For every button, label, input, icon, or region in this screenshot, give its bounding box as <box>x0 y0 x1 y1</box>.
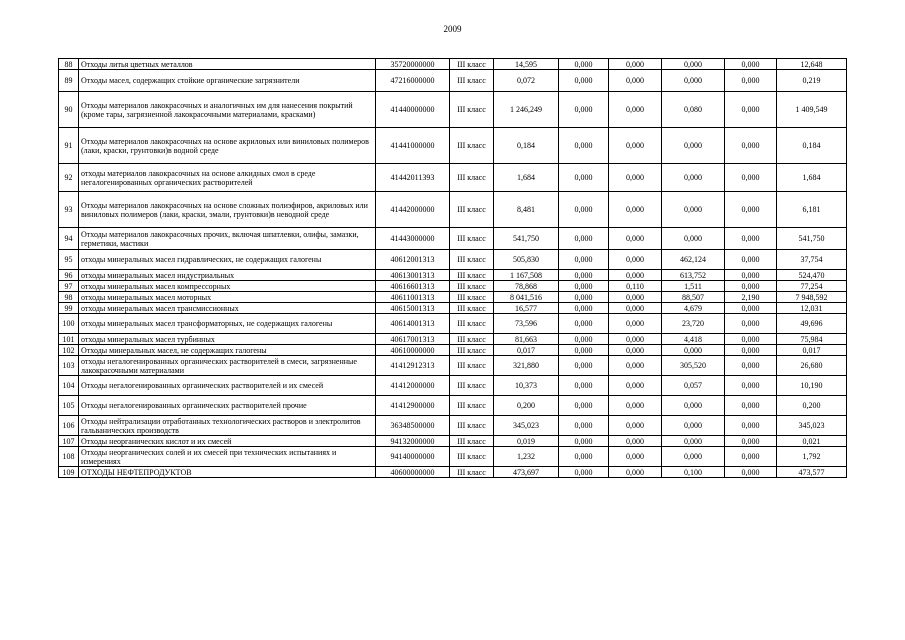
value-cell: 1,511 <box>662 281 725 292</box>
waste-code-cell: 40613001313 <box>376 270 450 281</box>
value-cell: 0,000 <box>559 192 609 228</box>
waste-name-cell: Отходы негалогенированных органических растворителей прочие <box>79 396 376 416</box>
value-cell: 8,481 <box>494 192 559 228</box>
table-row <box>59 92 847 128</box>
value-cell: 0,000 <box>609 376 662 396</box>
value-cell: 26,680 <box>777 356 847 376</box>
waste-code-cell: 40612001313 <box>376 250 450 270</box>
hazard-class-cell: III класс <box>450 334 494 345</box>
row-number-cell: 109 <box>59 467 79 478</box>
value-cell: 0,000 <box>559 70 609 92</box>
value-cell: 0,000 <box>609 447 662 467</box>
table-row <box>59 467 847 478</box>
value-cell: 1,684 <box>494 164 559 192</box>
value-cell: 0,000 <box>662 416 725 436</box>
value-cell: 0,000 <box>725 70 777 92</box>
value-cell: 0,000 <box>609 467 662 478</box>
value-cell: 0,072 <box>494 70 559 92</box>
value-cell: 0,000 <box>559 128 609 164</box>
value-cell: 0,000 <box>725 270 777 281</box>
row-number-cell: 104 <box>59 376 79 396</box>
value-cell: 0,000 <box>662 345 725 356</box>
value-cell: 2,190 <box>725 292 777 303</box>
table-row <box>59 164 847 192</box>
value-cell: 0,000 <box>609 396 662 416</box>
value-cell: 12,031 <box>777 303 847 314</box>
value-cell: 0,000 <box>725 396 777 416</box>
table-row <box>59 303 847 314</box>
value-cell: 0,000 <box>609 128 662 164</box>
value-cell: 0,000 <box>609 292 662 303</box>
value-cell: 0,000 <box>559 303 609 314</box>
value-cell: 4,679 <box>662 303 725 314</box>
hazard-class-cell: III класс <box>450 70 494 92</box>
value-cell: 0,000 <box>609 345 662 356</box>
value-cell: 0,000 <box>559 416 609 436</box>
value-cell: 0,000 <box>725 334 777 345</box>
waste-name-cell: отходы минеральных масел индустриальных <box>79 270 376 281</box>
waste-code-cell: 47216000000 <box>376 70 450 92</box>
value-cell: 0,000 <box>725 128 777 164</box>
waste-name-cell: отходы минеральных масел турбинных <box>79 334 376 345</box>
waste-name-cell: отходы минеральных масел трансформаторных, не содержащих галогены <box>79 314 376 334</box>
value-cell: 345,023 <box>494 416 559 436</box>
waste-name-cell: Отходы материалов лакокрасочных и аналогичных им для нанесения покрытий (кроме тары, загрязненной лакокрасочными материалами, красками) <box>79 92 376 128</box>
value-cell: 0,017 <box>494 345 559 356</box>
row-number-cell: 106 <box>59 416 79 436</box>
value-cell: 0,000 <box>662 396 725 416</box>
hazard-class-cell: III класс <box>450 164 494 192</box>
row-number-cell: 98 <box>59 292 79 303</box>
value-cell: 49,696 <box>777 314 847 334</box>
waste-code-cell: 94140000000 <box>376 447 450 467</box>
row-number-cell: 105 <box>59 396 79 416</box>
table-row <box>59 250 847 270</box>
value-cell: 0,200 <box>494 396 559 416</box>
value-cell: 0,000 <box>662 192 725 228</box>
table-row <box>59 356 847 376</box>
value-cell: 0,000 <box>609 164 662 192</box>
table-row <box>59 345 847 356</box>
value-cell: 0,000 <box>725 376 777 396</box>
row-number-cell: 103 <box>59 356 79 376</box>
waste-name-cell: Отходы минеральных масел, не содержащих галогены <box>79 345 376 356</box>
value-cell: 0,000 <box>725 467 777 478</box>
value-cell: 23,720 <box>662 314 725 334</box>
waste-table <box>58 58 847 478</box>
table-row <box>59 281 847 292</box>
waste-name-cell: отходы минеральных масел гидравлических, не содержащих галогены <box>79 250 376 270</box>
waste-name-cell: Отходы литья цветных металлов <box>79 59 376 70</box>
value-cell: 0,000 <box>609 250 662 270</box>
value-cell: 0,017 <box>777 345 847 356</box>
waste-code-cell: 40617001313 <box>376 334 450 345</box>
waste-code-cell: 41442000000 <box>376 192 450 228</box>
value-cell: 1,792 <box>777 447 847 467</box>
waste-name-cell: Отходы масел, содержащих стойкие органические загрязнители <box>79 70 376 92</box>
hazard-class-cell: III класс <box>450 292 494 303</box>
row-number-cell: 88 <box>59 59 79 70</box>
value-cell: 613,752 <box>662 270 725 281</box>
value-cell: 0,000 <box>725 436 777 447</box>
value-cell: 0,000 <box>662 59 725 70</box>
table-row <box>59 436 847 447</box>
table-row <box>59 292 847 303</box>
row-number-cell: 97 <box>59 281 79 292</box>
value-cell: 75,984 <box>777 334 847 345</box>
value-cell: 0,000 <box>662 447 725 467</box>
value-cell: 0,000 <box>559 270 609 281</box>
value-cell: 0,000 <box>559 164 609 192</box>
value-cell: 0,000 <box>609 70 662 92</box>
value-cell: 0,000 <box>609 303 662 314</box>
page-number: 2009 <box>443 24 462 34</box>
hazard-class-cell: III класс <box>450 314 494 334</box>
value-cell: 0,000 <box>609 314 662 334</box>
value-cell: 305,520 <box>662 356 725 376</box>
row-number-cell: 99 <box>59 303 79 314</box>
table-row <box>59 270 847 281</box>
row-number-cell: 100 <box>59 314 79 334</box>
row-number-cell: 95 <box>59 250 79 270</box>
value-cell: 0,000 <box>725 192 777 228</box>
waste-name-cell: отходы минеральных масел компрессорных <box>79 281 376 292</box>
table-row <box>59 314 847 334</box>
value-cell: 10,373 <box>494 376 559 396</box>
hazard-class-cell: III класс <box>450 396 494 416</box>
value-cell: 8 041,516 <box>494 292 559 303</box>
value-cell: 0,000 <box>725 303 777 314</box>
value-cell: 0,000 <box>725 164 777 192</box>
waste-name-cell: Отходы материалов лакокрасочных на основе акриловых или виниловых полимеров (лаки, краски, грунтовки)в водной среде <box>79 128 376 164</box>
table-row <box>59 396 847 416</box>
value-cell: 0,000 <box>559 92 609 128</box>
value-cell: 7 948,592 <box>777 292 847 303</box>
waste-name-cell: отходы минеральных масел моторных <box>79 292 376 303</box>
waste-code-cell: 40615001313 <box>376 303 450 314</box>
value-cell: 78,868 <box>494 281 559 292</box>
hazard-class-cell: III класс <box>450 345 494 356</box>
row-number-cell: 90 <box>59 92 79 128</box>
value-cell: 0,000 <box>609 228 662 250</box>
value-cell: 541,750 <box>777 228 847 250</box>
value-cell: 0,000 <box>559 292 609 303</box>
waste-code-cell: 40616601313 <box>376 281 450 292</box>
row-number-cell: 107 <box>59 436 79 447</box>
value-cell: 0,219 <box>777 70 847 92</box>
value-cell: 88,507 <box>662 292 725 303</box>
value-cell: 0,100 <box>662 467 725 478</box>
waste-code-cell: 36348500000 <box>376 416 450 436</box>
value-cell: 505,830 <box>494 250 559 270</box>
row-number-cell: 92 <box>59 164 79 192</box>
value-cell: 0,019 <box>494 436 559 447</box>
hazard-class-cell: III класс <box>450 128 494 164</box>
value-cell: 0,000 <box>662 228 725 250</box>
value-cell: 10,190 <box>777 376 847 396</box>
value-cell: 0,000 <box>725 281 777 292</box>
value-cell: 0,000 <box>609 416 662 436</box>
value-cell: 0,000 <box>725 356 777 376</box>
hazard-class-cell: III класс <box>450 356 494 376</box>
waste-code-cell: 41412000000 <box>376 376 450 396</box>
row-number-cell: 96 <box>59 270 79 281</box>
value-cell: 524,470 <box>777 270 847 281</box>
value-cell: 12,648 <box>777 59 847 70</box>
value-cell: 0,000 <box>559 59 609 70</box>
hazard-class-cell: III класс <box>450 436 494 447</box>
waste-code-cell: 94132000000 <box>376 436 450 447</box>
waste-name-cell: ОТХОДЫ НЕФТЕПРОДУКТОВ <box>79 467 376 478</box>
value-cell: 0,000 <box>559 281 609 292</box>
row-number-cell: 108 <box>59 447 79 467</box>
row-number-cell: 102 <box>59 345 79 356</box>
waste-code-cell: 41441000000 <box>376 128 450 164</box>
waste-name-cell: Отходы материалов лакокрасочных прочих, включая шпатлевки, олифы, замазки, герметики, мастики <box>79 228 376 250</box>
table-row <box>59 70 847 92</box>
hazard-class-cell: III класс <box>450 228 494 250</box>
value-cell: 0,000 <box>559 356 609 376</box>
table-row <box>59 376 847 396</box>
waste-name-cell: Отходы неорганических солей и их смесей при технических испытаниях и измерениях <box>79 447 376 467</box>
hazard-class-cell: III класс <box>450 281 494 292</box>
waste-name-cell: Отходы неорганических кислот и их смесей <box>79 436 376 447</box>
hazard-class-cell: III класс <box>450 447 494 467</box>
value-cell: 0,000 <box>725 59 777 70</box>
value-cell: 473,577 <box>777 467 847 478</box>
value-cell: 0,000 <box>559 447 609 467</box>
value-cell: 4,418 <box>662 334 725 345</box>
value-cell: 0,000 <box>559 376 609 396</box>
value-cell: 1,684 <box>777 164 847 192</box>
value-cell: 14,595 <box>494 59 559 70</box>
value-cell: 0,000 <box>725 416 777 436</box>
value-cell: 462,124 <box>662 250 725 270</box>
value-cell: 1 246,249 <box>494 92 559 128</box>
value-cell: 0,000 <box>609 436 662 447</box>
value-cell: 0,000 <box>662 128 725 164</box>
value-cell: 0,000 <box>559 314 609 334</box>
row-number-cell: 91 <box>59 128 79 164</box>
value-cell: 0,184 <box>777 128 847 164</box>
value-cell: 0,080 <box>662 92 725 128</box>
value-cell: 16,577 <box>494 303 559 314</box>
value-cell: 1 409,549 <box>777 92 847 128</box>
value-cell: 0,000 <box>609 270 662 281</box>
waste-code-cell: 40611001313 <box>376 292 450 303</box>
waste-code-cell: 40614001313 <box>376 314 450 334</box>
value-cell: 0,000 <box>559 436 609 447</box>
table-row <box>59 59 847 70</box>
value-cell: 0,000 <box>725 250 777 270</box>
hazard-class-cell: III класс <box>450 376 494 396</box>
value-cell: 1 167,508 <box>494 270 559 281</box>
value-cell: 0,000 <box>609 59 662 70</box>
value-cell: 0,200 <box>777 396 847 416</box>
value-cell: 0,000 <box>662 70 725 92</box>
value-cell: 0,000 <box>609 92 662 128</box>
row-number-cell: 94 <box>59 228 79 250</box>
value-cell: 0,000 <box>609 356 662 376</box>
value-cell: 345,023 <box>777 416 847 436</box>
waste-code-cell: 41412900000 <box>376 396 450 416</box>
hazard-class-cell: III класс <box>450 92 494 128</box>
table-row <box>59 334 847 345</box>
value-cell: 0,000 <box>559 345 609 356</box>
value-cell: 6,181 <box>777 192 847 228</box>
row-number-cell: 93 <box>59 192 79 228</box>
value-cell: 0,000 <box>662 164 725 192</box>
waste-name-cell: отходы минеральных масел трансмиссионных <box>79 303 376 314</box>
table-row <box>59 228 847 250</box>
hazard-class-cell: III класс <box>450 416 494 436</box>
value-cell: 0,000 <box>725 447 777 467</box>
value-cell: 473,697 <box>494 467 559 478</box>
value-cell: 0,000 <box>662 436 725 447</box>
waste-code-cell: 41412912313 <box>376 356 450 376</box>
value-cell: 1,232 <box>494 447 559 467</box>
value-cell: 81,663 <box>494 334 559 345</box>
value-cell: 541,750 <box>494 228 559 250</box>
table-row <box>59 447 847 467</box>
value-cell: 77,254 <box>777 281 847 292</box>
value-cell: 0,000 <box>725 314 777 334</box>
hazard-class-cell: III класс <box>450 270 494 281</box>
value-cell: 0,000 <box>725 345 777 356</box>
row-number-cell: 89 <box>59 70 79 92</box>
value-cell: 0,000 <box>609 192 662 228</box>
waste-code-cell: 40610000000 <box>376 345 450 356</box>
waste-name-cell: Отходы нейтрализации отработанных технологических растворов и электролитов гальванических производств <box>79 416 376 436</box>
hazard-class-cell: III класс <box>450 303 494 314</box>
table-row <box>59 128 847 164</box>
value-cell: 37,754 <box>777 250 847 270</box>
value-cell: 0,000 <box>559 334 609 345</box>
value-cell: 0,000 <box>559 467 609 478</box>
waste-code-cell: 41443000000 <box>376 228 450 250</box>
hazard-class-cell: III класс <box>450 250 494 270</box>
waste-code-cell: 41440000000 <box>376 92 450 128</box>
value-cell: 0,184 <box>494 128 559 164</box>
waste-code-cell: 41442011393 <box>376 164 450 192</box>
value-cell: 0,000 <box>609 334 662 345</box>
waste-name-cell: Отходы негалогенированных органических растворителей и их смесей <box>79 376 376 396</box>
value-cell: 0,057 <box>662 376 725 396</box>
value-cell: 321,880 <box>494 356 559 376</box>
waste-name-cell: отходы негалогенированных органических растворителей в смеси, загрязненные лакокрасочными материалами <box>79 356 376 376</box>
waste-name-cell: отходы материалов лакокрасочных на основе алкидных смол в среде негалогенированных органических растворителей <box>79 164 376 192</box>
value-cell: 0,000 <box>559 250 609 270</box>
hazard-class-cell: III класс <box>450 192 494 228</box>
table-row <box>59 192 847 228</box>
table-row <box>59 416 847 436</box>
waste-name-cell: Отходы материалов лакокрасочных на основе сложных полиэфиров, акриловых или виниловых полимеров (лаки, краски, эмали, грунтовки)в неводной среде <box>79 192 376 228</box>
value-cell: 0,021 <box>777 436 847 447</box>
value-cell: 0,000 <box>559 228 609 250</box>
value-cell: 0,000 <box>559 396 609 416</box>
value-cell: 73,596 <box>494 314 559 334</box>
hazard-class-cell: III класс <box>450 467 494 478</box>
hazard-class-cell: III класс <box>450 59 494 70</box>
waste-code-cell: 35720000000 <box>376 59 450 70</box>
value-cell: 0,000 <box>725 92 777 128</box>
value-cell: 0,000 <box>725 228 777 250</box>
row-number-cell: 101 <box>59 334 79 345</box>
value-cell: 0,110 <box>609 281 662 292</box>
waste-code-cell: 40600000000 <box>376 467 450 478</box>
